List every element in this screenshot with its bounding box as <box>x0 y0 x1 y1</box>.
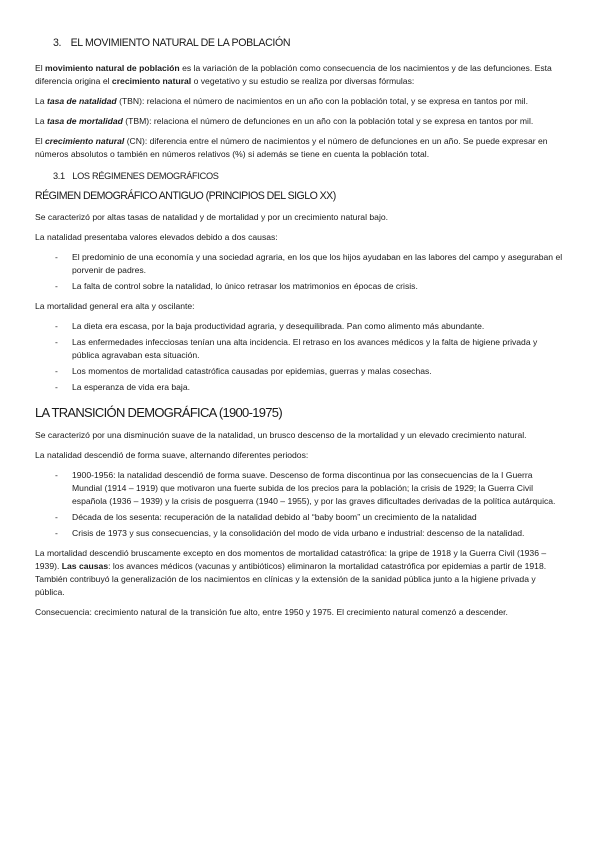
transicion-paragraph-4: Consecuencia: crecimiento natural de la transición fue alto, entre 1950 y 1975. El crecimiento natural comenzó a descender. <box>35 607 508 617</box>
heading-transicion-demografica: LA TRANSICIÓN DEMOGRÁFICA (1900-1975) <box>35 405 282 420</box>
list-item: - El predominio de una economía y una sociedad agraria, en los que los hijos ayudaban en las labores del campo y aseguraban el porvenir de padres. <box>35 251 564 277</box>
list-item: - Década de los sesenta: recuperación de la natalidad debido al “baby boom” un crecimiento de la natalidad <box>35 511 564 524</box>
natalidad-causes-list <box>35 251 564 293</box>
mortalidad-causes-list <box>35 320 564 394</box>
term-tasa-mortalidad: tasa de mortalidad <box>46 116 123 126</box>
cn-paragraph: El crecimiento natural (CN): diferencia entre el número de nacimientos y el número de defunciones en un año. Se puede expresar en números absolutos o también en números relativos (%) si además se tiene en cuenta la población total. <box>35 136 548 159</box>
term-crecimiento-natural: crecimiento natural <box>111 76 192 86</box>
section-number: 3. <box>53 37 62 49</box>
list-item: - La esperanza de vida era baja. <box>35 381 564 394</box>
list-item: - La dieta era escasa, por la baja productividad agraria, y desequilibrada. Pan como alimento más abundante. <box>35 320 564 333</box>
antiguo-paragraph-1: Se caracterizó por altas tasas de natalidad y de mortalidad y por un crecimiento natural bajo. <box>35 212 389 222</box>
list-item: - 1900-1956: la natalidad descendió de forma suave. Descenso de forma discontinua por las consecuencias de la I Guerra Mundial (1914 – 1919) que motivaron una fuerte subida de los precios para la población; la crisis de 1929; la Guerra Civil española (1936 – 1939) y la crisis de posguerra (1940 – 1955), y por las graves dificultades derivadas de la política autárquica. <box>35 469 564 508</box>
heading-regimen-antiguo: RÉGIMEN DEMOGRÁFICO ANTIGUO (PRINCIPIOS DEL SIGLO XX) <box>35 190 336 202</box>
tbm-paragraph: La tasa de mortalidad (TBM): relaciona el número de defunciones en un año con la población total y se expresa en tantos por mil. <box>35 116 534 126</box>
antiguo-paragraph-3: La mortalidad general era alta y oscilante: <box>35 301 195 311</box>
antiguo-paragraph-2: La natalidad presentaba valores elevados debido a dos causas: <box>35 232 278 242</box>
term-tasa-natalidad: tasa de natalidad <box>46 96 117 106</box>
transicion-paragraph-1: Se caracterizó por una disminución suave de la natalidad, un brusco descenso de la mortalidad y un elevado crecimiento natural. <box>35 430 527 440</box>
subsection-title: LOS RÉGIMENES DEMOGRÁFICOS <box>72 171 219 181</box>
tbn-paragraph: La tasa de natalidad (TBN): relaciona el número de nacimientos en un año con la población total, y se expresa en tantos por mil. <box>35 96 528 106</box>
intro-paragraph: El movimiento natural de población es la variación de la población como consecuencia de los nacimientos y de las defunciones. Esta diferencia origina el crecimiento natural o vegetativo y su estudio se realiza por diversas fórmulas: <box>35 63 552 86</box>
list-item: - La falta de control sobre la natalidad, lo único retrasar los matrimonios en épocas de crisis. <box>35 280 564 293</box>
list-item: - Las enfermedades infecciosas tenían una alta incidencia. El retraso en los avances médicos y la falta de higiene privada y pública agravaban esta situación. <box>35 336 564 362</box>
transicion-paragraph-2: La natalidad descendió de forma suave, alternando diferentes periodos: <box>35 450 309 460</box>
natalidad-periods-list <box>35 469 564 540</box>
subsection-number: 3.1 <box>53 171 65 181</box>
transicion-paragraph-3: La mortalidad descendió bruscamente excepto en dos momentos de mortalidad catastrófica: la gripe de 1918 y la Guerra Civil (1936 – 1939). Las causas: los avances médicos (vacunas y antibióticos) eliminaron la mortalidad catastrófica por epidemias a partir de 1918. También contribuyó la generalización de los nacimientos en clínicas y la extensión de la sanidad pública junto a la higiene privada y pública. <box>35 548 547 597</box>
list-item: - Crisis de 1973 y sus consecuencias, y la consolidación del modo de vida urbano e industrial: descenso de la natalidad. <box>35 527 564 540</box>
term-movimiento-natural: movimiento natural de población <box>45 63 180 73</box>
term-las-causas: Las causas <box>61 561 109 571</box>
section-heading-3 <box>35 36 564 50</box>
section-heading-3-1 <box>35 170 564 183</box>
list-item: - Los momentos de mortalidad catastrófica causadas por epidemias, guerras y malas cosechas. <box>35 365 564 378</box>
term-crecimiento-natural-cn: crecimiento natural <box>45 136 125 146</box>
section-title: EL MOVIMIENTO NATURAL DE LA POBLACIÓN <box>70 37 291 49</box>
